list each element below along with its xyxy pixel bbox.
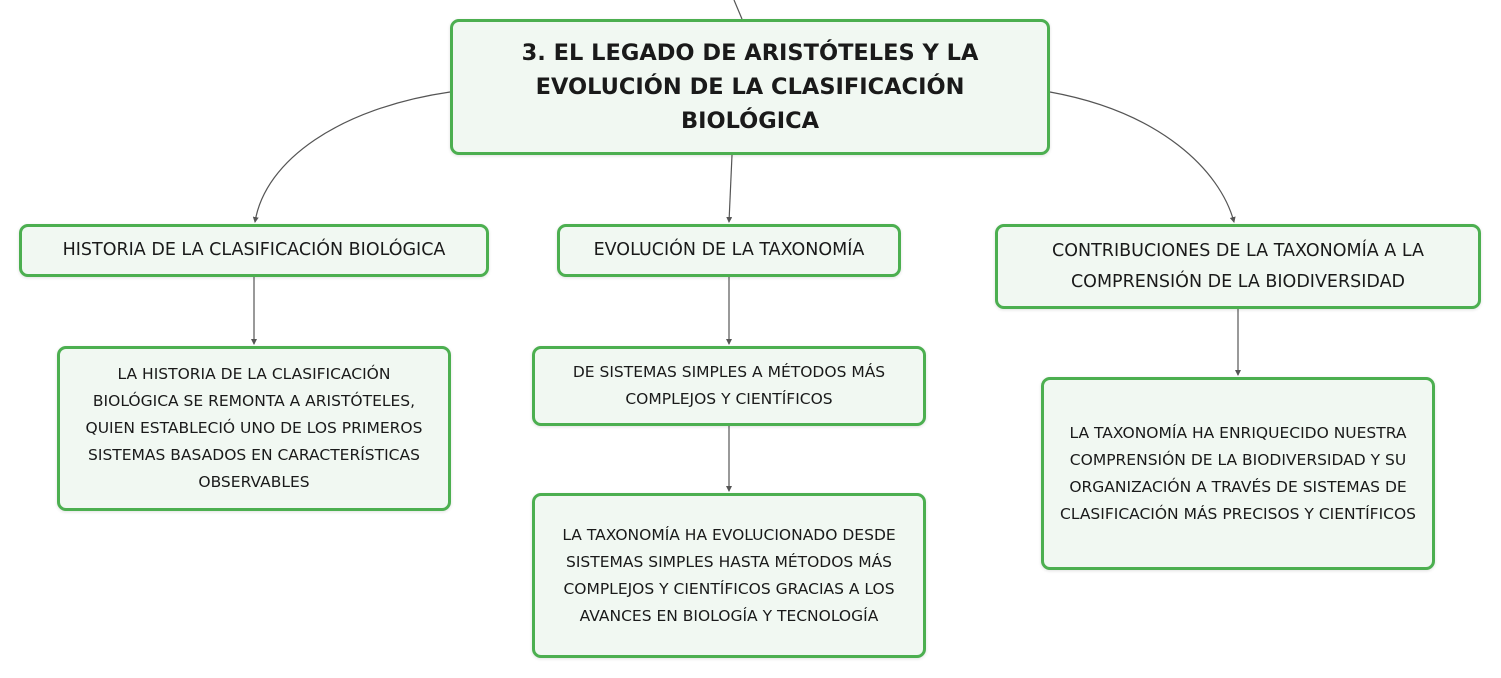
branch-node-history[interactable] (19, 224, 489, 277)
leaf-label-history-detail: LA HISTORIA DE LA CLASIFICACIÓN BIOLÓGICA SE REMONTA A ARISTÓTELES, QUIEN ESTABLECIÓ UNO DE LOS PRIMEROS SISTEMAS BASADOS EN CARACTERÍSTICAS OBSERVABLES (85, 365, 423, 491)
leaf-node-taxonomy-evolution-detail[interactable] (532, 493, 926, 658)
connector-parent-to-root (734, 0, 742, 19)
leaf-node-history-detail[interactable] (57, 346, 451, 511)
branch-node-contributions[interactable] (995, 224, 1481, 309)
leaf-label-simple-to-complex: DE SISTEMAS SIMPLES A MÉTODOS MÁS COMPLEJOS Y CIENTÍFICOS (572, 363, 886, 408)
leaf-label-biodiversity-detail: LA TAXONOMÍA HA ENRIQUECIDO NUESTRA COMPRENSIÓN DE LA BIODIVERSIDAD Y SU ORGANIZACIÓN A TRAVÉS DE SISTEMAS DE CLASIFICACIÓN MÁS PRECISOS Y CIENTÍFICOS (1060, 423, 1417, 523)
leaf-node-biodiversity-detail[interactable] (1041, 377, 1435, 570)
root-topic-label: 3. EL LEGADO DE ARISTÓTELES Y LA EVOLUCIÓN DE LA CLASIFICACIÓN BIOLÓGICA (521, 40, 979, 134)
branch-node-taxonomy-evolution[interactable] (557, 224, 901, 277)
leaf-label-taxonomy-evolution-detail: LA TAXONOMÍA HA EVOLUCIONADO DESDE SISTEMAS SIMPLES HASTA MÉTODOS MÁS COMPLEJOS Y CIENTÍFICOS GRACIAS A LOS AVANCES EN BIOLOGÍA Y TECNOLOGÍA (562, 525, 896, 625)
leaf-node-simple-to-complex[interactable] (532, 346, 926, 426)
branch-label-taxonomy-evolution: EVOLUCIÓN DE LA TAXONOMÍA (593, 240, 865, 260)
branch-label-contributions: CONTRIBUCIONES DE LA TAXONOMÍA A LA COMPRENSIÓN DE LA BIODIVERSIDAD (1052, 240, 1424, 292)
connector-root-to-branch-3 (1050, 92, 1234, 222)
root-topic-node[interactable] (450, 19, 1050, 155)
connector-root-to-branch-1 (255, 92, 450, 222)
branch-label-history: HISTORIA DE LA CLASIFICACIÓN BIOLÓGICA (62, 240, 446, 260)
connector-root-to-branch-2 (729, 155, 732, 222)
